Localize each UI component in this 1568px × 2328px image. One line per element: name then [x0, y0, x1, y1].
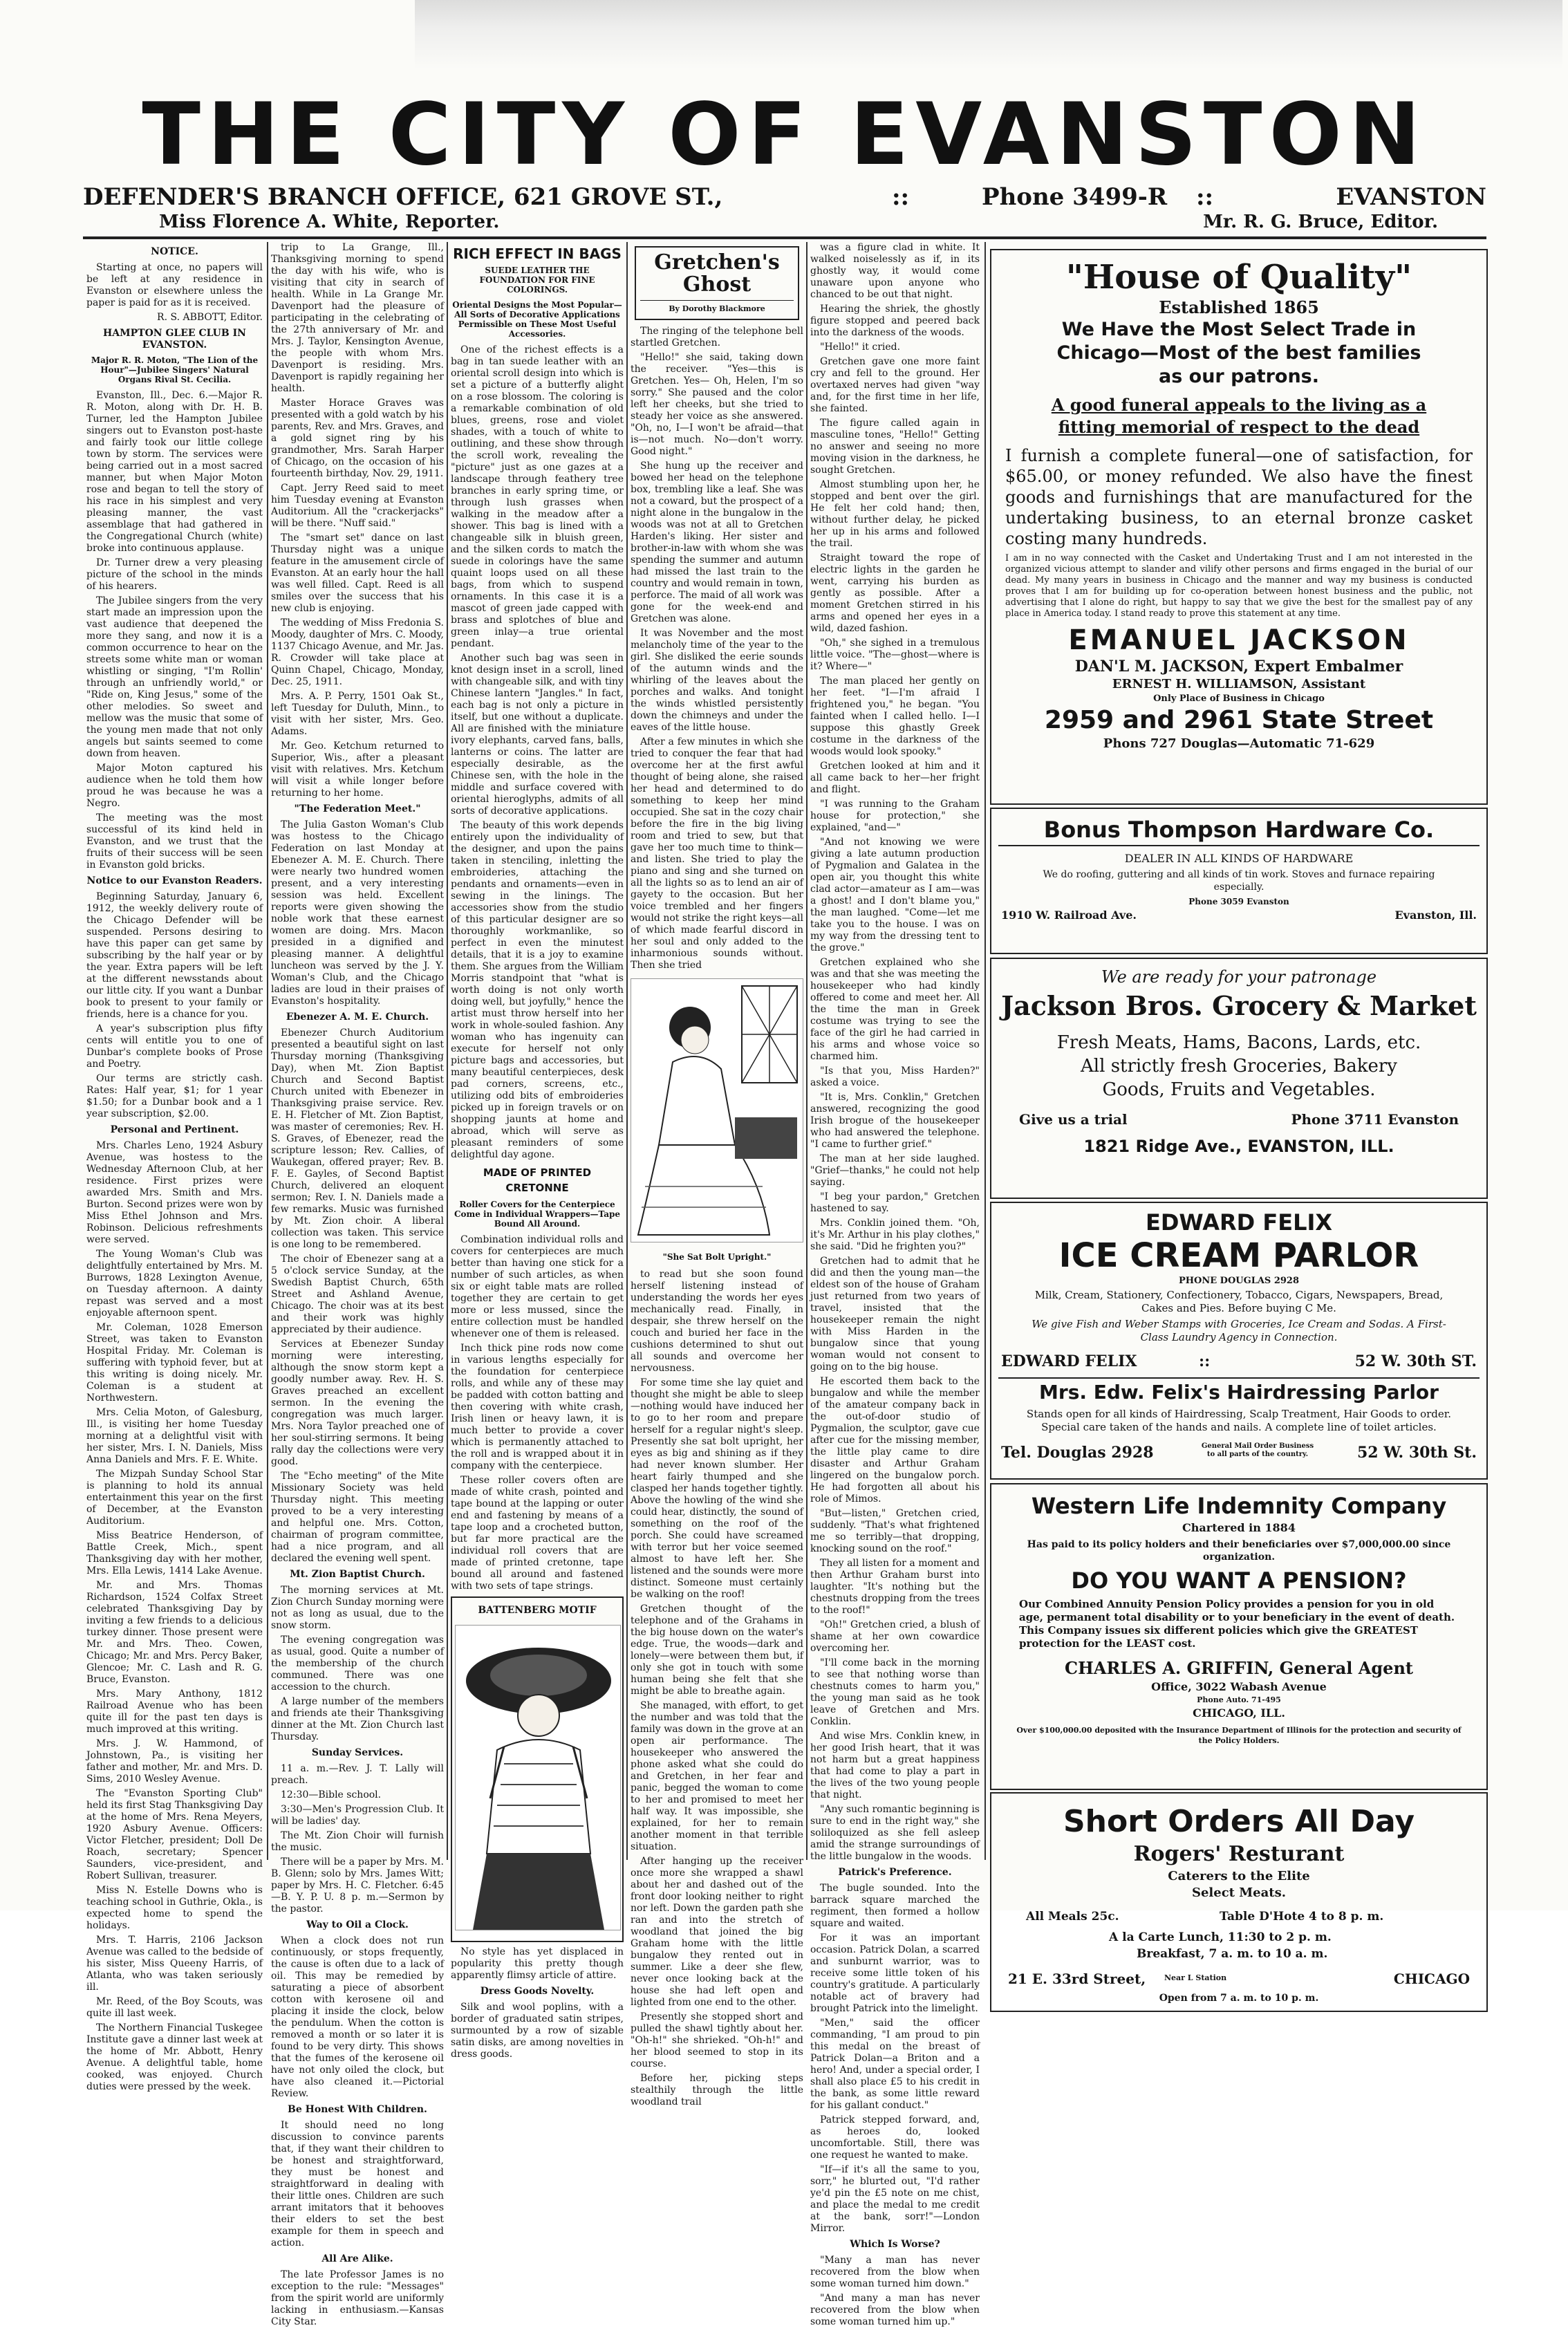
article-paragraph: trip to La Grange, Ill., Thanksgiving morning to spend the day with his wife, who is visiting that city in search of health. While in La Grange Mr. Davenport had the pleasure of participating in the celebrating of the 27th anniversary of Mr. and Mrs. J. Taylor, Kensington Avenue, the people with whom Mrs. Davenport is residing. Mrs. Davenport is rapidly regaining her health. — [271, 242, 444, 394]
ad-name: EMANUEL JACKSON — [1068, 624, 1410, 656]
ad-ice-cream — [990, 1202, 1488, 1480]
article-paragraph: Miss Beatrice Henderson, of Battle Creek, Mich., spent Thanksgiving day with her mother, Mrs. Ella Lewis, 1414 Lake Avenue. — [86, 1530, 263, 1576]
article-paragraph: The morning services at Mt. Zion Church Sunday morning were not as long as usual, due to the snow storm. — [271, 1585, 444, 1631]
ad-hair-title: Mrs. Edw. Felix's Hairdressing Parlor — [998, 1377, 1480, 1406]
separator: :: — [892, 183, 910, 211]
article-paragraph: The "Evanston Sporting Club" held its first Stag Thanksgiving Day at the home of Mrs. Rena Meyers, 1920 Asbury Avenue. Officers: Victor Fletcher, president; Doll De Roach, secretary; Spencer Saunders, vice-president, and Robert Sullivan, treasurer. — [86, 1788, 263, 1881]
article-paragraph: "It is, Mrs. Conklin," Gretchen answered, recognizing the good Irish brogue of the housekeeper who had answered the telephone. "I came to further grief." — [810, 1092, 980, 1150]
honest-heading: Be Honest With Children. — [288, 2104, 427, 2115]
patrick-heading: Patrick's Preference. — [838, 1867, 952, 1878]
article-paragraph: Mrs. Celia Moton, of Galesburg, Ill., is visiting her home Tuesday morning at a delightful visit with her sister, Mrs. I. N. Daniels, Miss Anna Daniels and Mrs. F. E. White. — [86, 1407, 263, 1465]
article-paragraph: These roller covers often are made of white crash, pointed and tape bound at the lapping or outer end and fastening by means of a tape loop and a crocheted button, but far more practical are the individual roll covers that are made of printed cretonne, tape bound all around and fastened with two sets of tape strings. — [451, 1475, 624, 1592]
notice-signature: R. S. ABBOTT, Editor. — [157, 312, 263, 323]
ad-restaurant — [990, 1792, 1488, 2012]
article-paragraph: The late Professor James is no exception to the rule: "Messages" from the spirit world are uniformly lacking in enthusiasm.—Kansas City Star. — [271, 2269, 444, 2327]
column-rule — [806, 242, 808, 1860]
article-paragraph: Miss N. Estelle Downs who is teaching school in Guthrie, Okla., is expected home to spend the holidays. — [86, 1885, 263, 1931]
ad-address: 2959 and 2961 State Street — [1044, 706, 1434, 734]
ad-body: We do roofing, guttering and all kinds of tin work. Stoves and furnace repairing especially. — [1043, 869, 1435, 893]
article-paragraph: Mrs. T. Harris, 2106 Jackson Avenue was called to the bedside of his sister, Miss Queeny Harris, of Atlanta, who was taken seriously ill. — [86, 1935, 263, 1993]
ad-row — [991, 1350, 1486, 1375]
ad-title: ICE CREAM PARLOR — [1058, 1236, 1419, 1275]
federation-heading: "The Federation Meet." — [294, 803, 421, 814]
article-paragraph: Mr. and Mrs. Thomas Richardson, 1524 Colfax Street celebrated Thanksgiving Day by inviting a few friends to a delicious turkey dinner. Those present were Mr. and Mrs. Theo. Cowen, Chicago; Mr. and Mrs. Percy Baker, Glencoe; Mr. C. Lash and R. G. Bruce, Evanston. — [86, 1580, 263, 1685]
article-paragraph: "Men," said the officer commanding, "I am proud to pin this medal on the breast of Patrick Dolan—a Briton and a hero! And, under a special order, I shall also place £5 to his credit in the bank, as some little reward for his gallant conduct." — [810, 2018, 980, 2111]
article-paragraph: Mrs. A. P. Perry, 1501 Oak St., left Tuesday for Duluth, Minn., to visit with her sister, Mrs. Geo. Adams. — [271, 691, 444, 737]
article-paragraph: For some time she lay quiet and thought she might be able to sleep—nothing would have induced her to go to her room and prepare herself for a regular night's sleep. Presently she sat bolt upright, her eyes as big and shining as if they had never known slumber. Her heart fairly thumped and she clasped her hands together tightly. Above the howling of the wind she could hear, distinctly, the sound of something on the roof of the porch. She could have screamed with terror but her voice seemed almost to have left her. She listened and the sounds were more distinct. Someone must certainly be walking on the roof! — [631, 1377, 803, 1600]
article-paragraph: "I'll come back in the morning to see that nothing worse than chestnuts comes to harm you," the young man said as he took leave of Gretchen and Mrs. Conklin. — [810, 1657, 980, 1727]
ad-footer — [991, 1440, 1486, 1467]
article-paragraph: The beauty of this work depends entirely upon the individuality of the designer, and upon the pains taken in stenciling, inletting the embroideries, attaching the pendants and ornaments—even in sewing in the linings. The accessories show from the studio of this particular designer are so thoroughly workmanlike, so perfect in even the minutest details, that it is a joy to examine them. She argues from the William Morris standpoint that "what is worth doing is not only worth doing well, but joyfully," hence the artist must throw herself into her work in whole-souled fashion. Any woman who has ingenuity can execute for herself not only picture bags and accessories, but many beautiful centerpieces, desk pad corners, screens, etc., utilizing odd bits of embroideries picked up in foreign travels or on shopping jaunts at home and abroad, which will serve as pleasant reminders of some delightful day agone. — [451, 820, 624, 1160]
ad-line: Goods, Fruits and Vegetables. — [1102, 1079, 1376, 1100]
ad-office: Office, 3022 Wabash Avenue — [1151, 1680, 1327, 1693]
ad-trial: Give us a trial — [1019, 1111, 1128, 1128]
ad-line: All strictly fresh Groceries, Bakery — [1081, 1056, 1397, 1077]
column-rule — [267, 242, 268, 1860]
article-paragraph: Before her, picking steps stealthily through the little woodland trail — [631, 2073, 803, 2107]
article-paragraph: Gretchen had to admit that he did and then the young man—the eldest son of the house of Graham just returned from two years of travel, insisted that the housekeeper remain the night with Miss Harden in the bungalow since that young woman would not consent to going on to the big house. — [810, 1256, 980, 1372]
subheader-line — [83, 183, 1486, 214]
ad-grocery — [990, 958, 1488, 1199]
glee-deck: Major R. R. Moton, "The Lion of the Hour"—Jubilee Singers' Natural Organs Rival St. Cecilia. — [91, 355, 259, 384]
ad-title: Short Orders All Day — [1063, 1804, 1415, 1839]
article-paragraph: For it was an important occasion. Patrick Dolan, a scarred and sunburnt warrior, was to receive some little token of his country's gratitude. A particularly notable act of bravery had brought Patrick into the limelight. — [810, 1933, 980, 2014]
article-paragraph: The Mizpah Sunday School Star is planning to hold its annual entertainment this year on the first of December, at the Evanston Auditorium. — [86, 1469, 263, 1527]
city-name: EVANSTON — [1336, 183, 1486, 211]
article-paragraph: Gretchen thought of the telephone and of the Grahams in the big house down on the water's edge. True, the woods—dark and lonely—were between them but, if only she got in touch with some human being she felt that she might be able to breathe again. — [631, 1603, 803, 1697]
article-paragraph: The Young Woman's Club was delightfully entertained by Mrs. M. Burrows, 1828 Lexington Avenue, on Tuesday afternoon. A dainty repast was served and a most enjoyable afternoon spent. — [86, 1249, 263, 1319]
header-rule — [83, 236, 1486, 239]
ad-breakfast: Breakfast, 7 a. m. to 10 a. m. — [1137, 1947, 1328, 1961]
ad-line: Only Place of Business in Chicago — [1153, 693, 1325, 704]
ad-title: Western Life Indemnity Company — [1031, 1493, 1447, 1519]
article-paragraph: "Oh," she sighed in a tremulous little voice. "The—ghost—where is it? Where—" — [810, 637, 980, 672]
masthead-title: THE CITY OF EVANSTON — [142, 85, 1428, 185]
ad-western-life — [990, 1483, 1488, 1790]
ad-deposit: Over $100,000.00 deposited with the Insurance Department of Illinois for the protection and security of the Policy Holders. — [1016, 1726, 1462, 1745]
ad-question: DO YOU WANT A PENSION? — [1071, 1567, 1407, 1594]
article-paragraph: 11 a. m.—Rev. J. T. Lally will preach. — [271, 1763, 444, 1786]
article-paragraph: The "smart set" dance on last Thursday night was a unique feature in the amusement circle of Evanston. At an early hour the hall was well filled. Capt. Reed is all smiles over the success that his new club is enjoying. — [271, 532, 444, 614]
ad-phone: Phone 3059 Evanston — [1188, 897, 1289, 906]
motif-caption: No style has yet displaced in popularity this pretty though apparently flimsy article of attire. — [451, 1946, 624, 1981]
article-paragraph: "I was running to the Graham house for protection," she explained, "and—" — [810, 799, 980, 833]
ad-footer — [991, 909, 1486, 926]
sunday-heading: Sunday Services. — [311, 1747, 404, 1758]
article-paragraph: Mr. Coleman, 1028 Emerson Street, was taken to Evanston Hospital Friday. Mr. Coleman is suffering with typhoid fever, but at this writing is doing nicely. Mr. Coleman is a student at Northwestern. — [86, 1322, 263, 1404]
reporter: Miss Florence A. White, Reporter. — [159, 212, 500, 232]
article-paragraph: The figure called again in masculine tones, "Hello!" Getting no answer and seeing no more moving vision in the darkness, he sought Gretchen. — [810, 418, 980, 476]
ad-house-of-quality — [990, 249, 1488, 805]
worse-heading: Which Is Worse? — [850, 2239, 940, 2250]
notice-heading: NOTICE. — [151, 246, 198, 257]
article-paragraph: Major Moton captured his audience when he told them how proud he was because he was a Negro. — [86, 763, 263, 809]
article-paragraph: Mr. Reed, of the Boy Scouts, was quite ill last week. — [86, 1996, 263, 2019]
article-paragraph: She hung up the receiver and bowed her head on the telephone box, trembling like a leaf. She was not a coward, but the prospect of a night alone in the bungalow in the woods was not at all to Gretchen Harden's liking. Her sister and brother-in-law with whom she was spending the summer and autumn had missed the last train to the country and would remain in town, perforce. The maid of all work was gone for the week-end and Gretchen was alone. — [631, 460, 803, 624]
story-title-b: Ghost — [682, 272, 752, 297]
article-paragraph: The Jubilee singers from the very start made an impression upon the vast audience that deepened the more they sang, and now it is a common occurrence to hear on the streets some white man or woman whistling or singing, "I'm Rollin' through an unfriendly world," or "Ride on, King Jesus," some of the other melodies. So sweet and mellow was the music that some of the young men made that not only angels but saints seemed to come down from heaven. — [86, 595, 263, 759]
ad-established: Established 1865 — [1159, 297, 1319, 317]
personal-heading: Personal and Pertinent. — [110, 1124, 239, 1135]
ad-line: fitting memorial of respect to the dead — [1058, 417, 1420, 437]
ad-title: Jackson Bros. Grocery & Market — [1001, 990, 1477, 1021]
motif-heading: BATTENBERG MOTIF — [478, 1605, 597, 1616]
article-paragraph: When a clock does not run continuously, or stops frequently, the cause is often due to a lack of oil. This may be remedied by saturating a piece of absorbent cotton with kerosene oil and placing it inside the clock, below the pendulum. When the cotton is removed a month or so later it is found to be very dirty. This shows that the fumes of the kerosene oil have not only oiled the clock, but have also cleaned it.—Pictorial Review. — [271, 1935, 444, 2099]
ad-line: Select Meats. — [1191, 1885, 1287, 1900]
ad-address: 1821 Ridge Ave., EVANSTON, ILL. — [1083, 1137, 1394, 1156]
readers-heading: Notice to our Evanston Readers. — [86, 875, 263, 886]
ad-tel: Tel. Douglas 2928 — [1001, 1444, 1154, 1462]
article-paragraph: Almost stumbling upon her, he stopped and bent over the girl. He felt her cold hand; then, without further delay, he picked her up in his arms and followed the trail. — [810, 479, 980, 549]
article-paragraph: The choir of Ebenezer sang at a 5 o'clock service Sunday, at the Swedish Baptist Church, 65th Street and Ashland Avenue, Chicago. The choir was at its best and their work was highly appreciated by their audience. — [271, 1254, 444, 1335]
column-rule — [447, 242, 448, 1860]
illustration-caption: "She Sat Bolt Upright." — [662, 1252, 772, 1262]
article-paragraph: "Any such romantic beginning is sure to end in the right way," she soliloquized as she fell asleep amid the strange surroundings of the little bungalow in the woods. — [810, 1804, 980, 1862]
ad-line: We Have the Most Select Trade in — [1061, 319, 1417, 340]
article-paragraph: He escorted them back to the bungalow and while the member of the amateur company back in the out-of-door studio of Pygmalion, the sculptor, gave cue after cue for the missing member, the little play came to dire disaster and Arthur Graham lingered on the bungalow porch. He had forgotten all about his role of Mimos. — [810, 1376, 980, 1505]
column-3 — [451, 242, 624, 2060]
cretonne-deck: Roller Covers for the Centerpiece Come in Individual Wrappers—Tape Bound All Around. — [454, 1200, 621, 1229]
woman-in-hat-illustration — [455, 1625, 621, 1930]
ad-row-name: EDWARD FELIX — [1001, 1352, 1137, 1370]
ad-body: Our Combined Annuity Pension Policy provides a pension for you in old age, permanent total disability or to your beneficiary in the event of death. This Company issues six different policies which give the GREATEST protection for the LEAST cost. — [1019, 1598, 1455, 1650]
ad-mail: General Mail Order Business to all parts of the country. — [1201, 1442, 1314, 1458]
article-paragraph: Evanston, Ill., Dec. 6.—Major R. R. Moton, along with Dr. H. B. Turner, led the Hampton Jubilee singers out to Evanston post-haste and fairly took our little college town by storm. The services were being carried out in a most sacred manner, but when Major Moton rose and began to tell the story of his race in his simplest and very pleasing manner, the vast assemblage that had gathered in the Congregational Church (white) broke into continuous applause. — [86, 390, 263, 554]
bags-heading: RICH EFFECT IN BAGS — [453, 245, 622, 262]
article-paragraph: "But—listen," Gretchen cried, suddenly. "That's what frightened me so terribly—that dropping, knocking sound on the roof." — [810, 1508, 980, 1554]
ad-address: 1910 W. Railroad Ave. — [1001, 909, 1137, 922]
ad-line: Fresh Meats, Hams, Bacons, Lards, etc. — [1056, 1032, 1421, 1053]
article-paragraph: 3:30—Men's Progression Club. It will be ladies' day. — [271, 1804, 444, 1827]
ad-line: DAN'L M. JACKSON, Expert Embalmer — [1074, 658, 1403, 676]
article-paragraph: They all listen for a moment and then Arthur Graham burst into laughter. "It's nothing but the chestnuts dropping from the trees to the roof!" — [810, 1558, 980, 1616]
article-paragraph: Capt. Jerry Reed said to meet him Tuesday evening at Evanston Auditorium. All the "crackerjacks" will be there. "Nuff said." — [271, 483, 444, 529]
ad-line: Chicago—Most of the best families — [1056, 342, 1421, 364]
article-paragraph: The bugle sounded. Into the barrack square marched the regiment, then formed a hollow square and waited. — [810, 1883, 980, 1929]
ad-hours: Open from 7 a. m. to 10 p. m. — [1159, 1993, 1319, 2004]
editor: Mr. R. G. Bruce, Editor. — [1203, 212, 1438, 232]
column-rule — [626, 242, 628, 1860]
story-title-a: Gretchen's — [654, 250, 780, 274]
scan-smudge — [415, 0, 1562, 69]
article-paragraph: The Mt. Zion Choir will furnish the music. — [271, 1830, 444, 1853]
article-paragraph: "And many a man has never recovered from the blow when some woman turned him up." — [810, 2293, 980, 2327]
notice-text: Starting at once, no papers will be left at any residence in Evanston or elsewhere unless the paper is paid for as it is received. — [86, 262, 263, 308]
article-paragraph: There will be a paper by Mrs. M. B. Glenn; solo by Mrs. James Witt; paper by Mrs. H. C. Fletcher. 6:45—B. Y. P. U. 8 p. m.—Sermon by the pastor. — [271, 1856, 444, 1915]
ad-tagline: We are ready for your patronage — [1101, 967, 1377, 987]
ad-hardware — [990, 808, 1488, 954]
article-paragraph: It was November and the most melancholy time of the year to the girl. She disliked the eerie sounds of the autumn winds and the whirling of the leaves about the porches and walks. And tonight the winds whistled persistently down the chimneys and under the eaves of the little house. — [631, 628, 803, 733]
story-byline: By Dorothy Blackmore — [640, 300, 794, 315]
ad-line: A good funeral appeals to the living as a — [1051, 395, 1427, 415]
article-paragraph: "Oh!" Gretchen cried, a blush of shame at her own cowardice overcoming her. — [810, 1619, 980, 1654]
article-paragraph: The man placed her gently on her feet. "I—I'm afraid I frightened you," he began. "You fainted when I called hello. I—I suppose this ghastly Greek costume in the darkness of the woods would look spooky." — [810, 676, 980, 757]
article-paragraph: The wedding of Miss Fredonia S. Moody, daughter of Mrs. C. Moody, 1137 Chicago Avenue, and Mr. Jas. R. Crowder will take place at Quinn Chapel, Chicago, Monday, Dec. 25, 1911. — [271, 617, 444, 687]
article-paragraph: "And not knowing we were giving a late autumn production of Pygmalion and Galatea in the open air, you thought this white clad actor—amateur as I am—was a ghost! and I don't blame you," the man laughed. "Come—let me take you to the house. I was on my way from the dressing tent to the grove." — [810, 837, 980, 953]
ad-city: CHICAGO — [1393, 1971, 1470, 1987]
article-paragraph: The meeting was the most successful of its kind held in Evanston, and we trust that the fruits of their success will be seen in Evanston gold bricks. — [86, 812, 263, 870]
article-paragraph: Beginning Saturday, January 6, 1912, the weekly delivery route of the Chicago Defender will be suspended. Persons desiring to have this paper can get same by subscribing by the half year or by the year. Extra papers will be left at the different newsstands about our little city. If you want a Dunbar book to present to your family or friends, here is a chance for you. — [86, 891, 263, 1020]
ad-paid: Has paid to its policy holders and their beneficiaries over $7,000,000.00 since organization. — [1027, 1539, 1451, 1563]
bags-deck: SUEDE LEATHER THE FOUNDATION FOR FINE COLORINGS. — [479, 266, 595, 295]
article-paragraph: Hearing the shriek, the ghostly figure stopped and peered back into the darkness of the woods. — [810, 304, 980, 338]
ad-city: CHICAGO, ILL. — [1193, 1706, 1285, 1720]
article-paragraph: "Many a man has never recovered from the blow when some woman turned him down." — [810, 2255, 980, 2289]
ad-tel-address: 52 W. 30th St. — [1356, 1444, 1477, 1462]
ad-sub: DEALER IN ALL KINDS OF HARDWARE — [1124, 852, 1354, 865]
ad-phone: PHONE DOUGLAS 2928 — [1178, 1276, 1300, 1286]
article-paragraph: After a few minutes in which she tried to conquer the fear that had overcome her at the first awful thought of being alone, she raised her head and determined to do something to keep her mind occupied. She sat in the cozy chair before the fire in the big living room and tried to sew, but that gave her too much time to think—and listen. She tried to play the piano and sing and she turned on all the lights so as to lend an air of gayety to the occasion. But her voice trembled and her fingers would not strike the right keys—all of which made fearful discord in her soul and only added to the inharmonious sounds without. Then she tried — [631, 736, 803, 971]
article-paragraph: She managed, with effort, to get the number and was told that the family was down in the grove at an open air performance. The housekeeper who answered the phone asked what she could do and Gretchen, in her fear and panic, begged the woman to come to her and promised to meet her half way. It was impossible, she explained, for her to remain another moment in that terrible situation. — [631, 1700, 803, 1852]
ad-line: Milk, Cream, Stationery, Confectionery, Tobacco, Cigars, Newspapers, Bread, Cakes and Pies. Before buying C Me. — [1034, 1289, 1444, 1314]
phone-number: Phone 3499-R — [982, 183, 1168, 211]
article-paragraph: Combination individual rolls and covers for centerpieces are much better than having one stick for a number of such articles, as when six or eight table mats are rolled together they are certain to get more or less mussed, since the entire collection must be handled whenever one of them is released. — [451, 1234, 624, 1339]
clock-heading: Way to Oil a Clock. — [306, 1919, 409, 1930]
article-paragraph: Mrs. J. W. Hammond, of Johnstown, Pa., is visiting her father and mother, Mr. and Mrs. D. Sims, 2010 Wesley Avenue. — [86, 1738, 263, 1785]
ad-footer — [991, 1969, 1486, 1991]
article-paragraph: The evening congregation was as usual, good. Quite a number of the membership of the church communed. There was one accession to the church. — [271, 1635, 444, 1693]
article-paragraph: Silk and wool poplins, with a border of graduated satin stripes, surmounted by a row of sizable satin disks, are among novelties in dress goods. — [451, 2002, 624, 2060]
ad-carte: A la Carte Lunch, 11:30 to 2 p. m. — [1109, 1930, 1332, 1944]
article-paragraph: The man at her side laughed. "Grief—thanks," he could not help saying. — [810, 1153, 980, 1188]
zion-heading: Mt. Zion Baptist Church. — [290, 1569, 425, 1580]
article-paragraph: It should need no long discussion to convince parents that, if they want their children to be honest and straightforward, they must be honest and straightforward in dealing with their little ones. Children are such arrant imitators that it behooves their elders to set the best example for them in speech and action. — [271, 2120, 444, 2248]
ad-body: I furnish a complete funeral—one of satisfaction, for $65.00, or money refunded. We also have the finest goods and furnishings that are manufactured for the undertaking business, to an eternal bronze casket costing many hundreds. — [1005, 446, 1473, 548]
ad-table: Table D'Hote 4 to 8 p. m. — [1220, 1910, 1384, 1924]
article-paragraph: Gretchen gave one more faint cry and fell to the ground. Her overtaxed nerves had given "way and, for the first time in her life, she fainted. — [810, 356, 980, 414]
ad-row-address: 52 W. 30th ST. — [1354, 1352, 1477, 1370]
ad-small-print: I am in no way connected with the Casket and Undertaking Trust and I am not interested in the organized vicious attempt to slander and vilify other persons and firms engaged in the burial of our dead. My many years in business in Chicago and the manner and way my business is conducted proves that I am for building up for co-operation between honest business and the public, not advertising that I alone do right, but happy to say that we give the best for the smallest pay of any place in America today. I stand ready to prove this statement at any time. — [1005, 553, 1473, 619]
girl-on-couch-illustration — [631, 978, 803, 1242]
glee-heading: HAMPTON GLEE CLUB IN EVANSTON. — [103, 328, 246, 351]
ad-city: Evanston, Ill. — [1394, 909, 1477, 922]
column-4 — [631, 242, 803, 2107]
ad-near: Near L Station — [1164, 1973, 1227, 1982]
ad-footer — [991, 1111, 1486, 1135]
article-paragraph: to read but she soon found herself listening instead of understanding the words her eyes mechanically read. Finally, in despair, she threw herself on the couch and buried her face in the cushions determined to shut out all sounds and overcome her nervousness. — [631, 1269, 803, 1374]
article-paragraph: Mrs. Charles Leno, 1924 Asbury Avenue, was hostess to the Wednesday Afternoon Club, at her residence. First prizes were awarded Mrs. Smith and Mrs. Burton. Second prizes were won by Miss Ethel Johnson and Mrs. Robinson. Delicious refreshments were served. — [86, 1140, 263, 1245]
article-paragraph: The ringing of the telephone bell startled Gretchen. — [631, 326, 803, 348]
article-paragraph: Ebenezer Church Auditorium presented a beautiful sight on last Thursday morning (Thanksgiving Day), when Mt. Zion Baptist Church and Second Baptist Church united with Ebenezer in Thanksgiving praise service. Rev. E. H. Fletcher of Mt. Zion Baptist, was master of ceremonies; Rev. H. S. Graves, of Ebenezer, read the scripture lesson; Rev. Callies, of Waukegan, offered prayer; Rev. B. F. E. Gayles, of Second Baptist Church, delivered an eloquent sermon; Rev. I. N. Daniels made a few remarks. Music was furnished by Mt. Zion choir. A liberal collection was taken. This service is one long to be remembered. — [271, 1027, 444, 1250]
column-5 — [810, 242, 980, 2327]
article-paragraph: Services at Ebenezer Sunday morning were interesting, although the snow storm kept a goodly number away. Rev. H. S. Graves preached an excellent sermon. In the evening the congregation was much larger. Mrs. Nora Taylor preached one of her soul-stirring sermons. It being rally day the collections were very good. — [271, 1339, 444, 1467]
ad-name: EDWARD FELIX — [1145, 1209, 1333, 1236]
ad-row — [991, 1910, 1486, 1929]
article-paragraph: "Hello!" it cried. — [820, 342, 901, 353]
column-1 — [86, 242, 263, 2092]
ebenezer-heading: Ebenezer A. M. E. Church. — [286, 1012, 429, 1023]
ad-phones: Phons 727 Douglas—Automatic 71-629 — [1103, 736, 1375, 751]
article-paragraph: The Northern Financial Tuskegee Institute gave a dinner last week at the home of Mr. Abbott, Henry Avenue. A delightful table, home cooked, was enjoyed. Church duties were pressed by the week. — [86, 2022, 263, 2092]
alike-heading: All Are Alike. — [321, 2253, 393, 2264]
article-paragraph: Straight toward the rope of electric lights in the garden he went, carrying his burden as gently as possible. After a moment Gretchen stirred in his arms and opened her eyes in a wild, dazed fashion. — [810, 552, 980, 634]
ad-line: ERNEST H. WILLIAMSON, Assistant — [1112, 677, 1366, 691]
article-paragraph: Dr. Turner drew a very pleasing picture of the school in the minds of his hearers. — [86, 557, 263, 592]
ad-phone: Phone Auto. 71-495 — [1197, 1695, 1281, 1704]
article-paragraph: was a figure clad in white. It walked noiselessly as if, in its ghostly way, it would come unaware upon anyone who chanced to be out that night. — [810, 242, 980, 300]
ad-agent: CHARLES A. GRIFFIN, General Agent — [1065, 1658, 1413, 1678]
article-paragraph: Presently she stopped short and pulled the shawl tightly about her. "Oh-h!" she shrieked. "Oh-h!" and her blood seemed to stop in its course. — [631, 2011, 803, 2069]
ad-name: Rogers' Resturant — [1133, 1842, 1345, 1866]
article-paragraph: Another such bag was seen in knot design inset in a scroll, lined with changeable silk, and with tiny Chinese lantern "Jangles." In fact, each bag is not only a picture in itself, but one without a duplicate. All are finished with the miniature ivory elephants, carved fans, balls, lanterns or coins. The latter are especially desirable, as the Chinese sen, with the hole in the middle and surface covered with oriental hieroglyphs, admits of all sorts of decorative applications. — [451, 653, 624, 817]
column-rule — [984, 242, 986, 1860]
article-paragraph: After hanging up the receiver once more she wrapped a shawl about her and dashed out of the front door looking neither to right nor left. Down the garden path she ran and into the stretch of woodland that joined the big Graham home with the little bungalow they rented out in summer. Like a deer she flew, never once looking back at the house she had left open and lighted from one end to the other. — [631, 1856, 803, 2008]
article-paragraph: Gretchen explained who she was and that she was meeting the housekeeper who had kindly offered to come and meet her. All the time the man in Greek costume was trying to see the face of the girl he had carried in his arms and whose voice so charmed him. — [810, 957, 980, 1062]
article-paragraph: Gretchen looked at him and it all came back to her—her fright and flight. — [810, 761, 980, 795]
article-paragraph: 12:30—Bible school. — [281, 1789, 382, 1800]
article-paragraph: The "Echo meeting" of the Mite Missionary Society was held Thursday night. This meeting proved to be a very interesting and helpful one. Mrs. Cotton, chairman of program committee, had a nice program, and all declared the evening well spent. — [271, 1471, 444, 1564]
article-paragraph: A year's subscription plus fifty cents will entitle you to one of Dunbar's complete books of Prose and Poetry. — [86, 1023, 263, 1070]
ad-title: "House of Quality" — [1065, 258, 1412, 297]
article-paragraph: "Is that you, Miss Harden?" asked a voice. — [810, 1065, 980, 1088]
ad-line: as our patrons. — [1158, 366, 1320, 387]
ad-title: Bonus Thompson Hardware Co. — [998, 814, 1480, 846]
battenberg-box — [451, 1596, 624, 1942]
bags-deck-2: Oriental Designs the Most Popular—All Sorts of Decorative Applications Permissible on These Most Useful Accessories. — [452, 300, 622, 339]
office-address: DEFENDER'S BRANCH OFFICE, 621 GROVE ST., — [83, 183, 723, 211]
article-paragraph: "I beg your pardon," Gretchen hastened to say. — [810, 1191, 980, 1214]
article-paragraph: One of the richest effects is a bag in tan suede leather with an oriental scroll design into which is set a picture of a butterfly alight on a rose blossom. The coloring is a remarkable combination of old blues, greens, rose and violet shades, with a touch of white to outlining, and these show through the scroll work, revealing the "picture" just as one gazes at a landscape through feathery tree branches in early spring time, or through lush grasses when walking in the meadow after a shower. This bag is lined with a changeable silk in bluish green, and the silken cords to match the suede in colorings have the same quaint loops used on all these bags, from which to suspend ornaments. In this case it is a mascot of green jade capped with brass and splotches of blue and green inlay—a true oriental pendant. — [451, 344, 624, 649]
ads-column — [990, 242, 1488, 2004]
article-paragraph: Mrs. Mary Anthony, 1812 Railroad Avenue who has been quite ill for the past ten days is much improved at this writing. — [86, 1688, 263, 1735]
story-title-box — [635, 246, 799, 320]
ad-row-sep: :: — [1199, 1352, 1211, 1370]
ad-phone: Phone 3711 Evanston — [1291, 1111, 1459, 1128]
ad-chartered: Chartered in 1884 — [1182, 1521, 1296, 1534]
article-paragraph: "Hello!" she said, taking down the receiver. "Yes—this is Gretchen. Yes— Oh, Helen, I'm so sorry." She paused and the color left her cheeks, but she tried to steady her voice as she answered. "Oh, no, I—I won't be afraid—that is—not much. No—don't worry. Good night." — [631, 352, 803, 457]
dress-heading: Dress Goods Novelty. — [480, 1986, 595, 1997]
article-paragraph: Patrick stepped forward, and, as heroes do, looked uncomfortable. Still, there was one request he wanted to make. — [810, 2114, 980, 2161]
article-paragraph: Master Horace Graves was presented with a gold watch by his parents, Rev. and Mrs. Graves, and a gold signet ring by his grandmother, Mrs. Sarah Harper of Chicago, on the occasion of his fourteenth birthday, Nov. 29, 1911. — [271, 398, 444, 479]
article-paragraph: "If—if it's all the same to you, sorr," he blurted out, "I'd rather ye'd pin the £5 note on me chist, and place the medal to me credit at the bank, sorr!"—London Mirror. — [810, 2164, 980, 2234]
article-paragraph: And wise Mrs. Conklin knew, in her good Irish heart, that it was not harm but a great happiness that had come to play a part in the lives of the two young people that night. — [810, 1731, 980, 1800]
article-paragraph: Inch thick pine rods now come in various lengths especially for the foundation for centerpiece rolls, and while any of these may be padded with cotton batting and then covering with white crash, Irish linen or heavy lawn, it is much better to provide a cover which is permanently attached to the roll and is wrapped about it in company with the centerpiece. — [451, 1343, 624, 1471]
ad-hair-body: Stands open for all kinds of Hairdressing, Scalp Treatment, Hair Goods to order. Special care taken of the hands and nails. A complete line of toilet articles. — [1026, 1408, 1452, 1433]
article-paragraph: Mrs. Conklin joined them. "Oh, it's Mr. Arthur in his play clothes," she said. "Did he frighten you?" — [810, 1218, 980, 1252]
ad-line: Caterers to the Elite — [1168, 1869, 1310, 1883]
staff-line — [83, 212, 1486, 236]
article-paragraph: The Julia Gaston Woman's Club was hostess to the Chicago Federation on last Monday at Ebenezer A. M. E. Church. There were nearly two hundred women present, and a very interesting session was held. Excellent reports were given showing the noble work that these earnest women are doing. Mrs. Macon presided in a dignified and pleasing manner. A delightful luncheon was served by the J. Y. Woman's Club, and the Chicago ladies are loud in their praises of Evanston's hospitality. — [271, 819, 444, 1007]
cretonne-heading: MADE OF PRINTED CRETONNE — [483, 1166, 592, 1194]
article-paragraph: Our terms are strictly cash. Rates: Half year, $1; for 1 year $1.50; for a Dunbar book and a 1 year subscription, $2.00. — [86, 1073, 263, 1119]
article-paragraph: Mr. Geo. Ketchum returned to Superior, Wis., after a pleasant visit with relatives. Mrs. Ketchum will visit a while longer before returning to her home. — [271, 741, 444, 799]
column-2 — [271, 242, 444, 2327]
ad-line: We give Fish and Weber Stamps with Groceries, Ice Cream and Sodas. A First-Class Laundry Agency in Connection. — [1032, 1318, 1446, 1343]
ad-address: 21 E. 33rd Street, — [1008, 1971, 1146, 1987]
separator: :: — [1196, 183, 1214, 211]
ad-meals: All Meals 25c. — [1026, 1910, 1119, 1924]
article-paragraph: A large number of the members and friends ate their Thanksgiving dinner at the Mt. Zion Church last Thursday. — [271, 1696, 444, 1742]
